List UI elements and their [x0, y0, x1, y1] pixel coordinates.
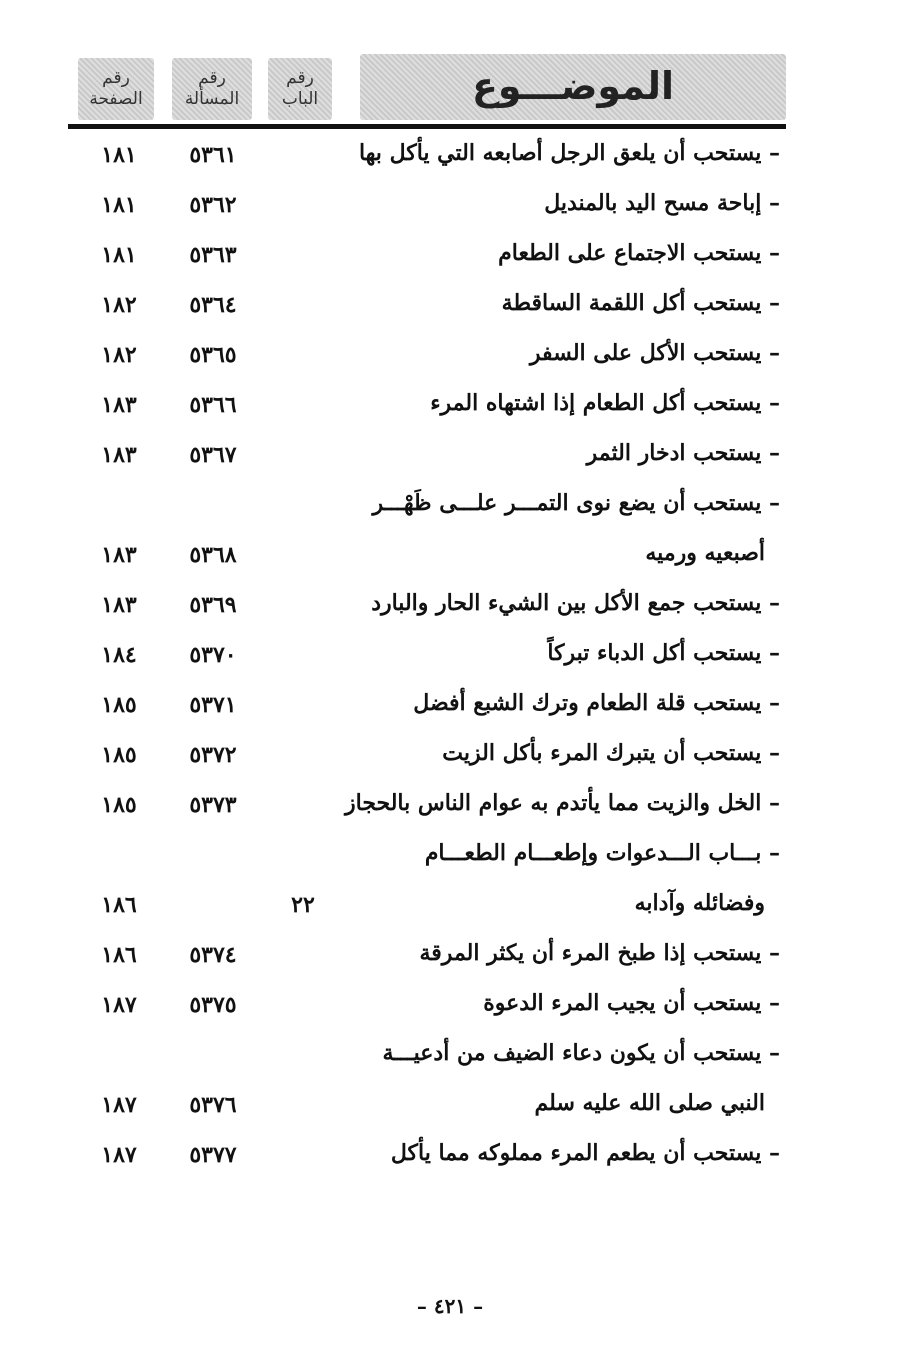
row-topic: – يستحب أكل الطعام إذا اشتهاه المرء [430, 390, 780, 416]
page-column-header [78, 58, 154, 120]
row-issue-number: ٥٣٦٧ [189, 442, 237, 468]
row-topic: – الخل والزيت مما يأتدم به عوام الناس بالحجاز [345, 790, 780, 816]
row-page-number: ١٨٢ [101, 342, 137, 368]
table-row [0, 182, 900, 232]
row-issue-number: ٥٣٦٨ [189, 542, 237, 568]
row-issue-number: ٥٣٦٦ [189, 392, 237, 418]
row-topic: – يستحب إذا طبخ المرء أن يكثر المرقة [419, 940, 780, 966]
row-topic: – بـــاب الـــدعوات وإطعـــام الطعـــام [424, 840, 780, 866]
table-row [0, 1032, 900, 1082]
table-row [0, 232, 900, 282]
page-header-label-top: رقم [102, 67, 130, 88]
row-page-number: ١٨١ [101, 242, 137, 268]
row-issue-number: ٥٣٧٥ [189, 992, 237, 1018]
row-page-number: ١٨٧ [101, 1142, 137, 1168]
row-topic: – يستحب أكل الدباء تبركاً [547, 640, 780, 666]
row-topic: – يستحب أن يضع نوى التمـــر علـــى ظَهْـــر [372, 490, 780, 516]
page-header-label-bottom: الصفحة [89, 89, 143, 109]
row-topic: – يستحب أن يتبرك المرء بأكل الزيت [442, 740, 780, 766]
issue-header-label-top: رقم [198, 67, 226, 88]
page-number: – ٤٢١ – [416, 1294, 484, 1318]
row-page-number: ١٨٥ [101, 742, 137, 768]
chapter-header-label-bottom: الباب [281, 89, 319, 109]
table-row [0, 582, 900, 632]
row-issue-number: ٥٣٦٤ [189, 292, 237, 318]
row-topic: أصبعيه ورميه [645, 540, 765, 566]
table-row [0, 782, 900, 832]
table-row [0, 1082, 900, 1132]
table-row [0, 282, 900, 332]
row-issue-number: ٥٣٦١ [189, 142, 237, 168]
issue-header-label-bottom: المسألة [184, 89, 240, 109]
row-page-number: ١٨١ [101, 142, 137, 168]
row-issue-number: ٥٣٧٧ [189, 1142, 237, 1168]
row-issue-number: ٥٣٦٥ [189, 342, 237, 368]
table-row [0, 382, 900, 432]
row-topic: – يستحب أن يلعق الرجل أصابعه التي يأكل بها [358, 140, 780, 166]
row-topic: – يستحب ادخار الثمر [586, 440, 780, 466]
row-page-number: ١٨٢ [101, 292, 137, 318]
row-topic: – يستحب أن يجيب المرء الدعوة [483, 990, 780, 1016]
table-row [0, 882, 900, 932]
row-issue-number: ٥٣٧١ [189, 692, 237, 718]
table-header [68, 52, 786, 130]
table-row [0, 632, 900, 682]
row-issue-number: ٥٣٧٤ [189, 942, 237, 968]
row-topic: – إباحة مسح اليد بالمنديل [544, 190, 780, 216]
row-page-number: ١٨٣ [101, 392, 137, 418]
chapter-column-header [268, 58, 332, 120]
row-topic: – يستحب الاجتماع على الطعام [498, 240, 780, 266]
table-row [0, 482, 900, 532]
row-issue-number: ٥٣٦٩ [189, 592, 237, 618]
row-page-number: ١٨٦ [101, 892, 137, 918]
table-row [0, 932, 900, 982]
chapter-header-label-top: رقم [286, 67, 314, 88]
row-topic: – يستحب جمع الأكل بين الشيء الحار والبارد [371, 590, 780, 616]
row-page-number: ١٨٣ [101, 592, 137, 618]
row-page-number: ١٨٤ [101, 642, 137, 668]
row-issue-number: ٥٣٧٦ [189, 1092, 237, 1118]
row-issue-number: ٥٣٦٣ [189, 242, 237, 268]
table-row [0, 132, 900, 182]
issue-column-header [172, 58, 252, 120]
table-row [0, 982, 900, 1032]
row-topic: – يستحب أكل اللقمة الساقطة [501, 290, 780, 316]
row-page-number: ١٨٥ [101, 792, 137, 818]
row-page-number: ١٨٧ [101, 1092, 137, 1118]
row-topic: وفضائله وآدابه [634, 890, 765, 916]
row-topic: – يستحب قلة الطعام وترك الشبع أفضل [413, 690, 780, 716]
table-row [0, 832, 900, 882]
row-issue-number: ٥٣٧٠ [189, 642, 237, 668]
row-page-number: ١٨٧ [101, 992, 137, 1018]
table-row [0, 332, 900, 382]
row-page-number: ١٨٥ [101, 692, 137, 718]
row-page-number: ١٨٦ [101, 942, 137, 968]
row-page-number: ١٨٣ [101, 442, 137, 468]
row-issue-number: ٥٣٧٣ [189, 792, 237, 818]
row-topic: – يستحب أن يطعم المرء مملوكه مما يأكل [390, 1140, 780, 1166]
row-topic: – يستحب أن يكون دعاء الضيف من أدعيـــة [382, 1040, 780, 1066]
topic-header-label: الموضـــوع [471, 64, 675, 109]
row-chapter-number: ٢٢ [291, 892, 315, 918]
row-topic: النبي صلى الله عليه سلم [534, 1090, 765, 1116]
row-issue-number: ٥٣٧٢ [189, 742, 237, 768]
table-row [0, 1132, 900, 1182]
table-row [0, 682, 900, 732]
row-page-number: ١٨١ [101, 192, 137, 218]
table-row [0, 532, 900, 582]
topic-column-header [360, 54, 786, 120]
table-row [0, 432, 900, 482]
row-page-number: ١٨٣ [101, 542, 137, 568]
row-issue-number: ٥٣٦٢ [189, 192, 237, 218]
header-divider [68, 124, 786, 129]
row-topic: – يستحب الأكل على السفر [529, 340, 780, 366]
table-row [0, 732, 900, 782]
